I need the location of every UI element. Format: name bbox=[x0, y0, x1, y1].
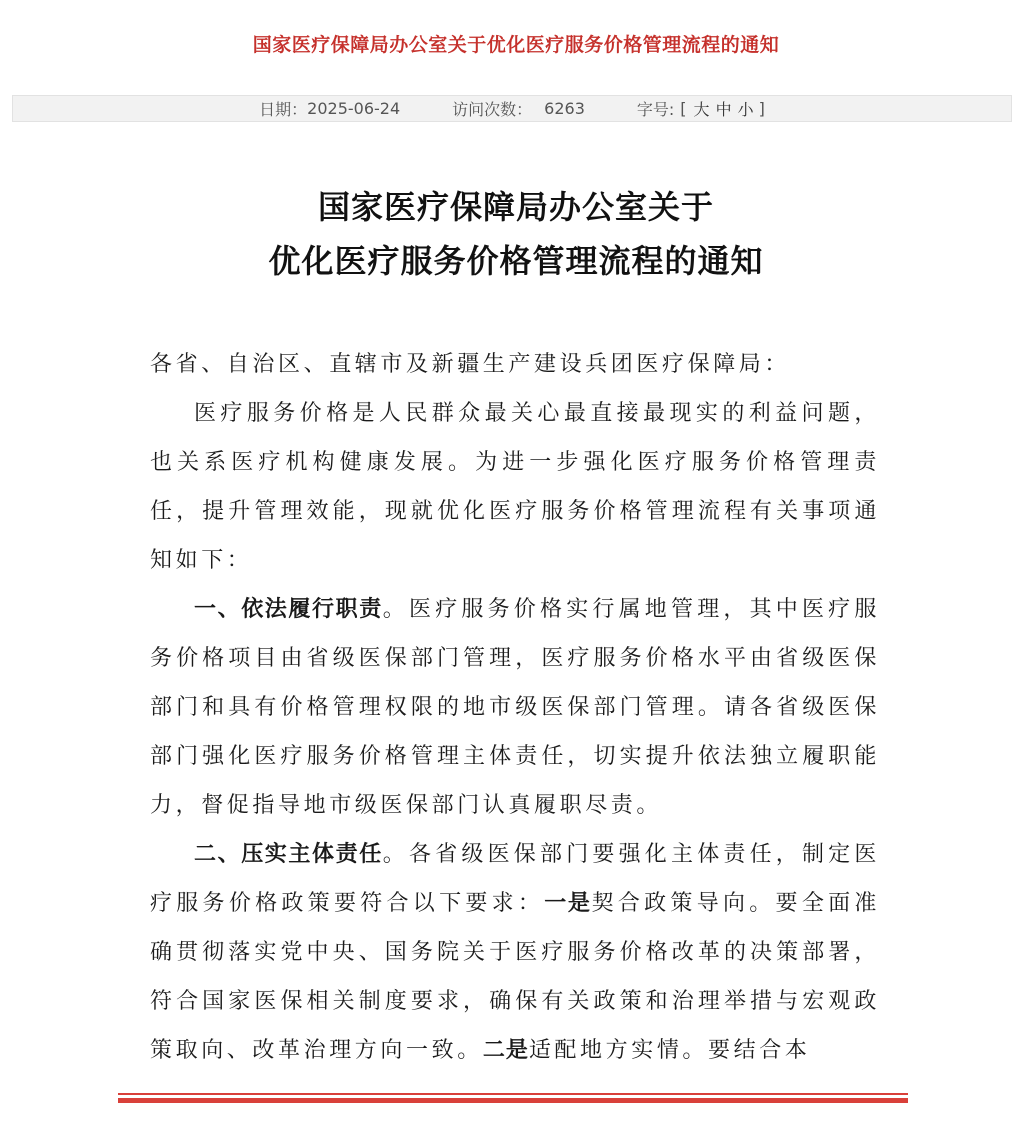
meta-bar bbox=[12, 95, 1012, 122]
section-2-heading: 二、压实主体责任 bbox=[194, 842, 383, 867]
section-2-paragraph bbox=[150, 830, 880, 1075]
bracket-open: [ bbox=[680, 99, 687, 118]
document-title-line-2: 优化医疗服务价格管理流程的通知 bbox=[268, 242, 764, 280]
section-1-text: 。医疗服务价格实行属地管理，其中医疗服务价格项目由省级医保部门管理，医疗服务价格水平由省级医保部门和具有价格管理权限的地市级医保部门管理。请各省级医保部门强化医疗服务价格管理主体责任，切实提升依法独立履职能力，督促指导地市级医保部门认真履职尽责。 bbox=[150, 597, 880, 818]
document-title-line-1: 国家医疗保障局办公室关于 bbox=[317, 188, 714, 226]
section-1-heading: 一、依法履行职责 bbox=[194, 597, 383, 622]
section-2-text-c: 适配地方实情。要结合本 bbox=[528, 1038, 811, 1063]
document-body bbox=[150, 340, 880, 1075]
document-title bbox=[0, 180, 1032, 288]
section-2-point-1-label: 一是 bbox=[544, 891, 592, 916]
font-size-medium-button[interactable]: 中 bbox=[715, 100, 732, 119]
font-size-large-button[interactable]: 大 bbox=[693, 100, 710, 119]
publish-date bbox=[259, 97, 400, 120]
font-size-control bbox=[637, 97, 765, 120]
footer-divider-thick bbox=[118, 1098, 908, 1103]
page-header-title: 国家医疗保障局办公室关于优化医疗服务价格管理流程的通知 bbox=[252, 34, 780, 56]
visit-count bbox=[452, 97, 585, 120]
visits-value: 6263 bbox=[544, 99, 585, 118]
date-value: 2025-06-24 bbox=[307, 99, 401, 118]
section-2-text-b: 契合政策导向。要全面准确贯彻落实党中央、国务院关于医疗服务价格改革的决策部署，符合国家医保相关制度要求，确保有关政策和治理举措与宏观政策取向、改革治理方向一致。 bbox=[150, 891, 880, 1063]
bracket-close: ] bbox=[758, 99, 765, 118]
section-1-paragraph bbox=[150, 585, 880, 830]
font-size-small-button[interactable]: 小 bbox=[737, 100, 754, 119]
visits-label: 访问次数： bbox=[452, 100, 533, 119]
font-size-label: 字号: bbox=[636, 100, 675, 119]
section-2-text-a: 。各省级医保部门要强化主体责任，制定医疗服务价格政策要符合以下要求： bbox=[150, 842, 880, 916]
footer-divider-thin bbox=[118, 1093, 908, 1095]
section-2-point-2-label: 二是 bbox=[482, 1038, 529, 1063]
intro-paragraph: 医疗服务价格是人民群众最关心最直接最现实的利益问题，也关系医疗机构健康发展。为进一步强化医疗服务价格管理责任，提升管理效能，现就优化医疗服务价格管理流程有关事项通知如下： bbox=[150, 401, 880, 573]
date-label: 日期： bbox=[259, 100, 308, 119]
salutation: 各省、自治区、直辖市及新疆生产建设兵团医疗保障局： bbox=[150, 352, 791, 377]
